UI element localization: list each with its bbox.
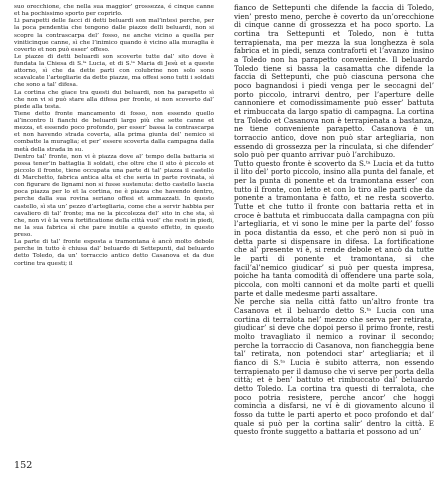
paragraph: fianco de Settepunti che difende la faccia di Toledo, vien’ presto meno, perche è coverto da un’orecchione di cinque canne di grossezza et ha poco sporto. La cortina tra Settepunti et Toledo, non è tutta terrapienata, ma per mezza la sua longhezza è sola fabrica et in piedi, senza contraforti et l’avanzo insino a Toledo non ha parapetto conveniente. Il beluardo Toledo tiene si bassa la casamatta che difende la faccia di Settepunti, che può ciascuna persona che poco bagnandosi i piedi venga per le seccagni del’ porto piccolo, intrarvi dentro, per l’aperture delle cannoniere et comodissimamente può esser’ battuta et rimbuccata da largo spatio di campagna. La cortina tra Toledo et Casanova non è terrapienata a bastanza, ne tiene conveniente parapetto. Casanova è un torraccio antico, dove non può star artegliaria, non essendo di grossezza per la rinculata, si che difender’ solo può per quanto arrivar può l’archibuzo. — [234, 3, 434, 160]
page-number: 152 — [14, 460, 33, 471]
paragraph: Dentro tal’ fronte, non vi è piazza dove al’ tempo della battaria si possa tener’in battaglia li soldati, che oltre che il sito è piccolo et piccolo il fronte, tiene occupata una parte di tal’ piazza il castello di Marchetto, fabrica antica alta et che seria in parte rovinata, sì con figurare de lignami non si fusse sustenuta: detto castello lascia poca piazza per lo et la cortina, ne è piazza che havendo dentro, perche dalla sua rovina seriano offesi et ammazzati. In questo castello, sì sta un’ pezzo d’artegliaria, come che a servir habbia per cavaliero di tal’ fronte; ma ne la piccolezza del’ sito in che sta, sì che, non vi è la vera fortificatione della città vuol’ che resti in piedi, ne la sua fabrica sì che pare inutile a questo effetto, in questo preso. — [14, 153, 214, 238]
left-column — [14, 4, 214, 437]
book-page — [14, 4, 434, 474]
paragraph: Ne perche sia nella città fatto un’altro fronte tra Casanova et il beluardo detto S.ᵗᵃ Lucia con una cortina di terralota nel’ mezzo che serva per retirata, giudicar’ si deve che dopoi perso il primo fronte, resti molto travagliato il nemico a rovinar il secondo; perche la torraccio di Casanova, non fiancheggia bene tal’ retirata, non potendoci star’ artegliaria; et il fianco di S.ᵗᵃ Lucia è subito atterra, non essendo terrapienato per il damuso che vi serve per porta della città; et è ben’ battuto et rimbuccato dal’ beluardo detto Toledo. La cortina tra questi di terralota, che poco potria resistere, perche ancor’ che hoggi comincia a disfarsi, ne vi è di giovamento alcuno il fosso da tutte le parti aperto et poco profondo et dal’ quale si può per la cortina salir’ dentro la città. E questo fronte suggetto a battaria et possono ad un’ — [234, 297, 434, 437]
paragraph: Li parapetti delle facci di detti beluardi son mal’intesi perche, per la poca pendentia che tengono dalle piazze delli beluardi, non si scopre la contrascarpa del’ fosso, ne anche vicino a quella per viniticinque canne, sì che l’inimico quando è vicino alla muraglia è coverto et non può esser’ offeso. — [14, 18, 214, 53]
paragraph: Tiene detto fronte mancamento di fosso, non essendo quello al’incontro li fianchi de beluardi largo più che sette canne et mezza, et essendo poco profondo, per esser’ bassa la contrascarpa et non havendo strada coverta, alla prima giunta del’ nemico si combatte la muraglia; et per’ essere scoverta dalla campagna dalla metà della strada in su. — [14, 110, 214, 153]
paragraph: La cortina che giace tra questi dui beluardi, non ha parapetto sì che non vi si può stare alla difesa per fronte, si non scoverto dal’ piede alla testa. — [14, 89, 214, 110]
paragraph: Tutto questo fronte è scoverto da S.ᵗᵃ Lucia et da tutto il lito del’ porto piccolo, insino alla punta del fanale, et per la punta di ponente et da tramontana esser’ con tutto il fronte, con letto et con lo tiro alle parti che da ponente a tramontana è fatto, et ne resta scoverto. Tutte et che tutto il fronte con battaria retta et in croce è battuta et rimbuccata dalla campagna con più l’artegliaria, et vi sono le mine per la parte del’ fosso in poca distantia da esso, et che però non si può in detta parte si dispensare in difesa. La fortificatione che al’ presente vi è, si rende debole et ancò da tutte le parti di ponente et tramontana, si che facil’al’nemico giudicar’ si può per questa impresa, poiche ha tanta comodità di offendere una parte sola, piccola, con molti cannoni et da molte parti et quelli parte et dalle medesme parti assaltare. — [234, 158, 434, 298]
right-column — [234, 4, 434, 437]
text-columns — [14, 4, 434, 437]
paragraph: Le piazze di detti beluardi son scoverte tutte dal’ sito dove è fundata la Chiesa di S.ᵗᵃ Lucia, et di S.ᵗᵃ Maria di Jesù et a queste attorno, sì che da dette parti con colubrine non solo sono scavalcate l’artegliarie da dette piazze, ma offesi sono tutti i soldati che sono a tal’ difesa. — [14, 53, 214, 89]
paragraph: suo orecchione, che nella sua maggior’ grossezza, é cinque canne et ha pochissimo sporto per coprirlo. — [14, 4, 214, 18]
paragraph: La parte di tal’ fronte esposta a tramontana è ancò molto debole perche in tutto è chiusa dal’ beluardo di Settepunti, dal beluardo detto Toledo, da un’ torraccio antico detto Casanova et da due cortine tra questi; il — [14, 239, 214, 267]
